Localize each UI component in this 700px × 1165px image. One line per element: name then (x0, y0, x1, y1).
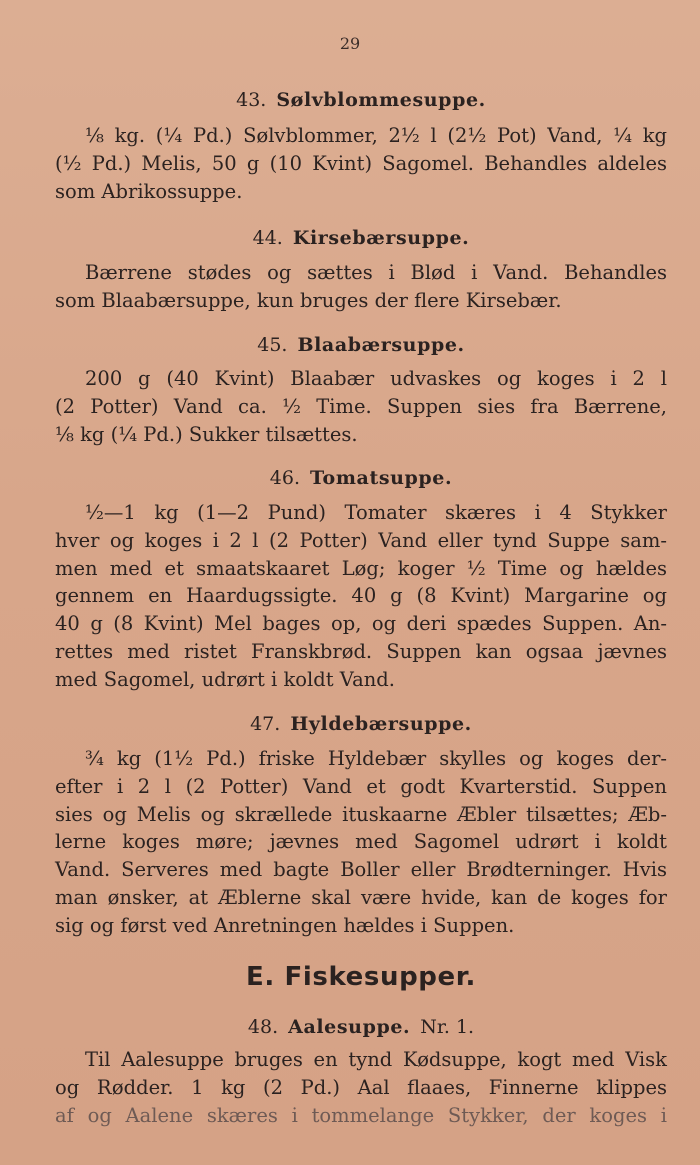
recipe-title: Kirsebærsuppe. (292, 227, 470, 249)
text-line: (½ Pd.) Melis, 50 g (10 Kvint) Sagomel. Behandles aldeles (55, 151, 667, 175)
recipe-text (55, 499, 667, 694)
recipe-46 (55, 466, 667, 694)
text-line: men med et smaatskaaret Løg; koger ½ Time og hældes (55, 556, 667, 580)
section-e (55, 962, 667, 992)
recipe-text (55, 1046, 667, 1129)
recipe-heading (55, 88, 667, 112)
recipe-title: Hyldebærsuppe. (290, 713, 472, 735)
text-line: ⅛ kg (¼ Pd.) Sukker tilsættes. (55, 422, 358, 446)
text-line: 40 g (8 Kvint) Mel bages op, og deri spædes Suppen. An- (55, 612, 667, 636)
text-line: som Blaabærsuppe, kun bruges der flere Kirsebær. (55, 288, 562, 312)
recipe-44 (55, 226, 667, 315)
recipe-heading (55, 466, 667, 490)
text-line: af og Aalene skæres i tommelange Stykker, der koges i (55, 1103, 667, 1127)
recipe-45 (55, 333, 667, 448)
text-line: sies og Melis og skrællede ituskaarne Æbler tilsættes; Æb- (55, 802, 667, 826)
text-line: med Sagomel, udrørt i koldt Vand. (55, 667, 395, 691)
recipe-heading (55, 226, 667, 250)
text-line: man ønsker, at Æblerne skal være hvide, kan de koges for (55, 885, 667, 909)
text-line: ¾ kg (1½ Pd.) friske Hyldebær skylles og koges der- (85, 747, 667, 770)
text-line: og Rødder. 1 kg (2 Pd.) Aal flaaes, Finnerne klippes (55, 1075, 667, 1099)
page-number: 29 (339, 34, 361, 53)
text-line: 200 g (40 Kvint) Blaabær udvaskes og koges i 2 l (85, 367, 667, 390)
text-line: (2 Potter) Vand ca. ½ Time. Suppen sies fra Bærrene, (55, 394, 667, 418)
recipe-number: 46. (269, 467, 300, 489)
recipe-43 (55, 88, 667, 205)
text-line: rettes med ristet Franskbrød. Suppen kan ogsaa jævnes (55, 639, 667, 663)
text-line: efter i 2 l (2 Potter) Vand et godt Kvarterstid. Suppen (55, 774, 667, 798)
text-line: ⅛ kg. (¼ Pd.) Sølvblommer, 2½ l (2½ Pot) Vand, ¼ kg (85, 124, 667, 147)
text-line: gennem en Haardugssigte. 40 g (8 Kvint) Margarine og (55, 584, 667, 608)
recipe-number: 45. (257, 334, 288, 356)
recipe-title: Aalesuppe. (288, 1016, 411, 1038)
recipe-title: Tomatsuppe. (310, 467, 453, 489)
text-line: Til Aalesuppe bruges en tynd Kødsuppe, kogt med Visk (85, 1048, 667, 1071)
recipe-text (55, 122, 667, 205)
text-line: sig og først ved Anretningen hældes i Suppen. (55, 913, 515, 937)
recipe-title: Sølvblommesuppe. (276, 89, 486, 111)
recipe-title: Blaabærsuppe. (297, 334, 465, 356)
recipe-heading (55, 1015, 667, 1039)
recipe-48 (55, 1015, 667, 1129)
recipe-suffix: Nr. 1. (420, 1016, 475, 1038)
recipe-text (55, 745, 667, 940)
section-title: E. Fiskesupper. (246, 962, 476, 992)
recipe-text (55, 365, 667, 448)
text-line: Vand. Serveres med bagte Boller eller Brødterninger. Hvis (55, 858, 667, 882)
text-line: som Abrikossuppe. (55, 179, 243, 203)
recipe-47 (55, 712, 667, 940)
recipe-number: 44. (252, 227, 283, 249)
recipe-text (55, 259, 667, 315)
text-line: hver og koges i 2 l (2 Potter) Vand eller tynd Suppe sam- (55, 528, 667, 552)
text-line: lerne koges møre; jævnes med Sagomel udrørt i koldt (55, 830, 667, 854)
text-line: ½—1 kg (1—2 Pund) Tomater skæres i 4 Stykker (85, 501, 667, 524)
recipe-heading (55, 333, 667, 357)
text-line: Bærrene stødes og sættes i Blød i Vand. Behandles (85, 261, 667, 284)
recipe-number: 48. (247, 1016, 279, 1038)
recipe-heading (55, 712, 667, 736)
recipe-number: 47. (250, 713, 281, 735)
recipe-number: 43. (236, 89, 267, 111)
